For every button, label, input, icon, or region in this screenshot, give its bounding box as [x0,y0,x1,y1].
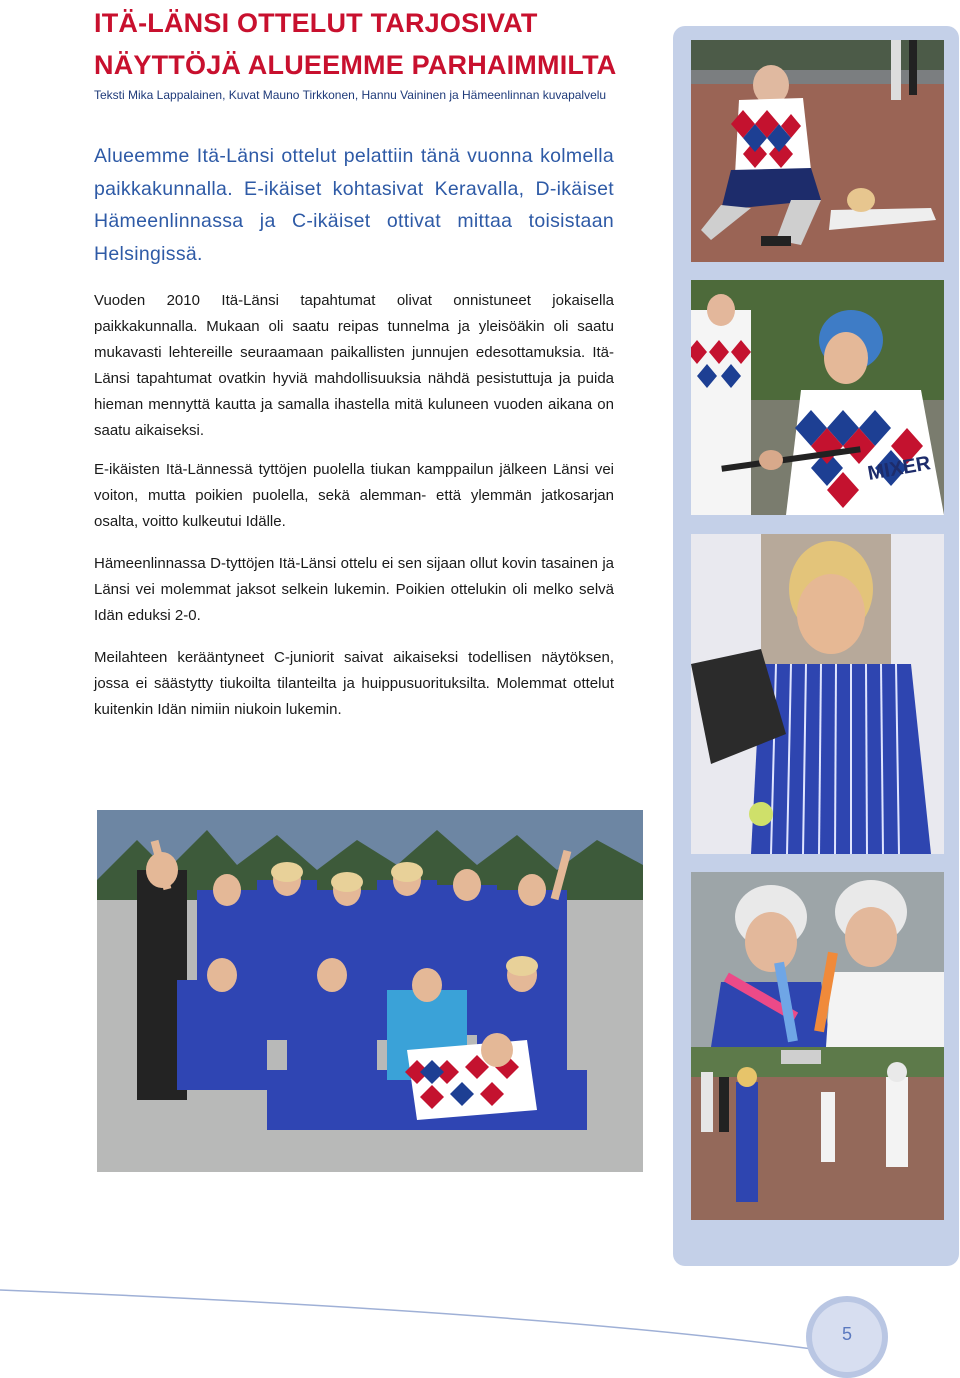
photo-batter-helmet [691,280,944,515]
photo-sliding-player [691,40,944,262]
jersey-text: MIXER [866,452,933,485]
photo-team [97,810,643,1172]
photo-player-glove [691,534,944,854]
photo-players-bats [691,872,944,1220]
page-number-badge [806,1296,888,1378]
paragraph: E-ikäisten Itä-Lännessä tyttöjen puolella tiukan kamppailun jälkeen Länsi vei voiton, mutta poikien puolella, sekä alemman- että ylemmän jatkosarjan osalta, voitto kulkeutui Idälle. [94,461,614,530]
article-title: ITÄ-LÄNSI OTTELUT TARJOSIVAT NÄYTTÖJÄ ALUEEMME PARHAIMMILTA [94,8,617,80]
article-lead: Alueemme Itä-Länsi ottelut pelattiin tänä vuonna kolmella paikkakunnalla. E-ikäiset kohtasivat Keravalla, D-ikäiset Hämeenlinnassa ja C-ikäiset ottivat mittaa toisistaan Helsingissä. [94,145,614,265]
article-byline: Teksti Mika Lappalainen, Kuvat Mauno Tirkkonen, Hannu Vaininen ja Hämeenlinnan kuvapalvelu [94,88,607,102]
paragraph: Vuoden 2010 Itä-Länsi tapahtumat olivat onnistuneet jokaisella paikkakunnalla. Mukaan oli saatu reipas tunnelma ja yleisöäkin oli saatu mukavasti lehtereille seuraamaan paikallisten junnujen edesottamuksia. Itä-Länsi tapahtumat ovatkin hyviä mahdollisuuksia nähdä pesistuttuja ja puida hieman mennyttä kautta ja samalla ihastella mitä kuluneen vuoden aikana on saatu aikaiseksi. [94,292,614,439]
paragraph: Hämeenlinnassa D-tyttöjen Itä-Länsi ottelu ei sen sijaan ollut kovin tasainen ja Länsi vei molemmat jaksot selkein lukemin. Poikien ottelukin oli melko selvä Idän eduksi 2-0. [94,555,614,624]
paragraph: Meilahteen kerääntyneet C-juniorit saivat aikaiseksi todellisen näytöksen, jossa ei säästytty tiukoilta tilanteilta ja huippusuorituksilta. Molemmat ottelut kuitenkin Idän nimiin niukoin lukemin. [94,649,614,718]
page-number: 5 [841,1324,852,1344]
